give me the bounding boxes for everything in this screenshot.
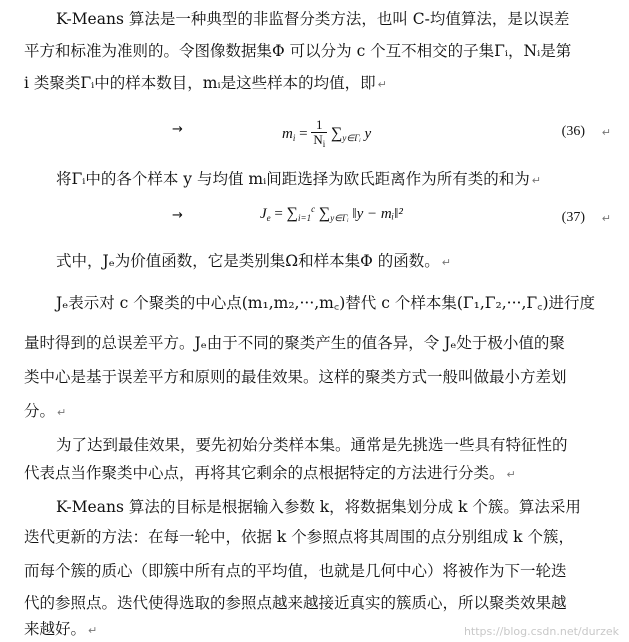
equation-37-number: (37) [561, 210, 585, 225]
text-line-9: 分。 ↵ [24, 402, 67, 420]
text-line-12: K-Means 算法的目标是根据输入参数 k，将数据集划分成 k 个簇。算法采用 [56, 498, 581, 516]
paragraph-mark-icon: ↵ [601, 212, 611, 225]
equation-36-number: (36) [561, 124, 585, 139]
text-line-5: 式中，Jₑ为价值函数，它是类别集Ω和样本集Φ 的函数。 ↵ [56, 252, 451, 270]
paragraph-mark-icon: ↵ [601, 126, 611, 139]
text-line-16: 来越好。 ↵ [24, 620, 98, 638]
text-line-10: 为了达到最佳效果，要先初始分类样本集。通常是先挑选一些具有特征性的 [56, 436, 568, 454]
tab-arrow-icon: → [172, 122, 183, 137]
text-line-15: 代的参照点。迭代使得选取的参照点越来越接近真实的簇质心，所以聚类效果越 [24, 594, 567, 612]
text-line-14: 而每个簇的质心（即簇中所有点的平均值，也就是几何中心）将被作为下一轮迭 [24, 562, 567, 580]
equation-36 [24, 118, 615, 148]
text-line-3: i 类聚类Γᵢ中的样本数目，mᵢ是这些样本的均值，即 ↵ [24, 74, 387, 92]
tab-arrow-icon: → [172, 208, 183, 223]
text-line-4: 将Γᵢ中的各个样本 y 与均值 mᵢ间距选择为欧氏距离作为所有类的和为 ↵ [56, 170, 541, 188]
text-line-8: 类中心是基于误差平方和原则的最佳效果。这样的聚类方式一般叫做最小方差划 [24, 368, 567, 386]
equation-37-formula: $J_e = \sum_{i=1}^c$ $\sum_{y\in\Gamma ᵢ}$ ‖y − mᵢ‖² [260, 204, 403, 223]
text-line-11: 代表点当作聚类中心点，再将其它剩余的点根据特定的方法进行分类。 ↵ [24, 464, 516, 482]
text-line-1: K-Means 算法是一种典型的非监督分类方法，也叫 C-均值算法，是以误差 [56, 10, 570, 28]
text-line-6: Jₑ表示对 c 个聚类的中心点(m₁,m₂,···,m꜀)替代 c 个样本集(Γ₁,Γ₂,···,Γ꜀)进行度 [56, 294, 596, 312]
watermark-text: https://blog.csdn.net/durzek [463, 625, 619, 638]
text-line-7: 量时得到的总误差平方。Jₑ由于不同的聚类产生的值各异，令 Jₑ处于极小值的聚 [24, 334, 565, 352]
equation-37 [24, 204, 615, 234]
equation-36-formula: $m_i = \frac{1}{N_i}$ $\sum_{y\in\Gamma ᵢ}$ y [282, 117, 372, 149]
text-line-13: 迭代更新的方法：在每一轮中，依据 k 个参照点将其周围的点分别组成 k 个簇， [24, 528, 574, 546]
text-line-2: 平方和标准为准则的。令图像数据集Φ 可以分为 c 个互不相交的子集Γᵢ，Nᵢ是第 [24, 42, 572, 60]
